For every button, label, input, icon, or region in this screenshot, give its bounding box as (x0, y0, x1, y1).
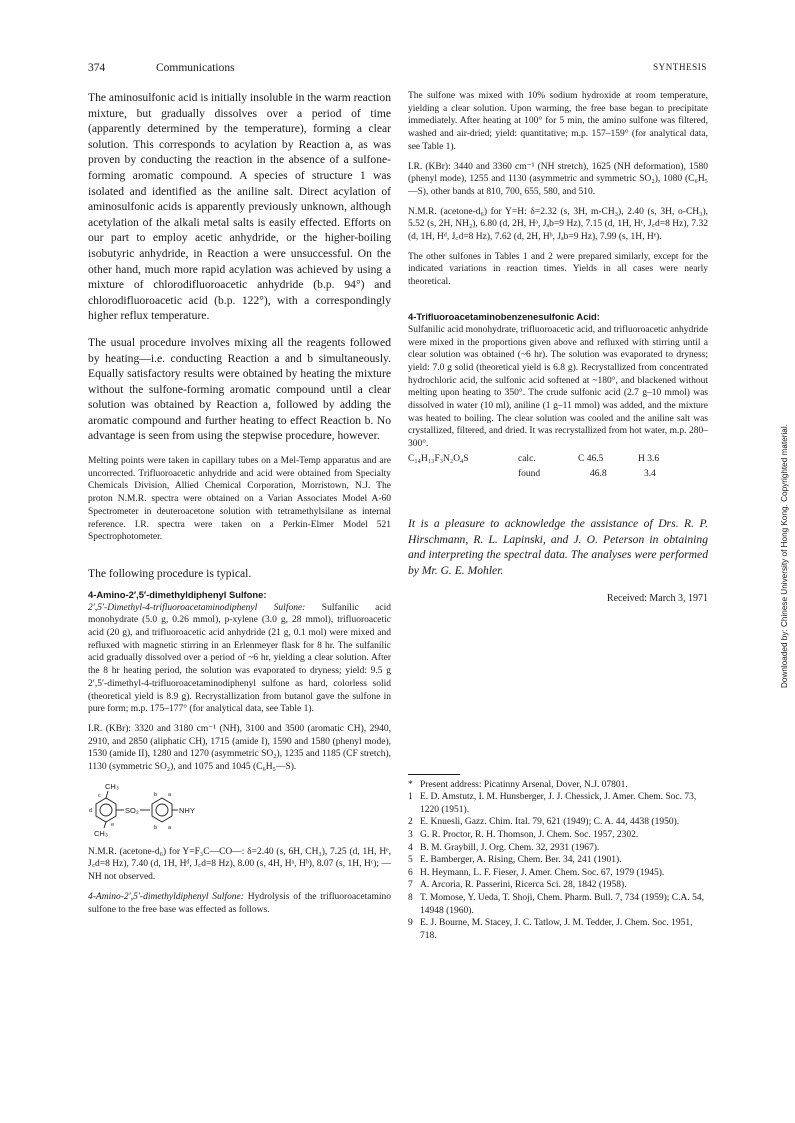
hydrolysis-text: Hydrolysis of the trifluoroacetamino sulfone to the free base was effected as follows. (88, 891, 391, 915)
ir-data-1: I.R. (KBr): 3320 and 3180 cm⁻¹ (NH), 3100 and 3500 (aromatic CH), 2940, 2910, and 2850 (aliphatic CH), 1715 (amide I), 1590 and 1580 (phenyl mode), 1530 (amide II), 1280 and 1270 (asymmetric SO₂), 1235 and 1185 (CF stretch), 1130 (symmetric SO₂), and 1075 and 1045 (C₆H₅—S). (88, 723, 391, 773)
footnote-mark: 4 (408, 842, 413, 853)
footnote-mark: 7 (408, 880, 413, 891)
footnote-mark: 6 (408, 867, 413, 878)
sulfonyl-label: SO₂ (125, 805, 139, 815)
footnote-mark: 9 (408, 918, 413, 929)
footnote-6 (408, 867, 708, 880)
footnote-text: B. M. Graybill, J. Org. Chem. 32, 2931 (1967). (420, 842, 600, 853)
footnote-1 (408, 791, 708, 816)
footnote-text: E. D. Amstutz, I. M. Hunsberger, J. J. Chessick, J. Amer. Chem. Soc. 73, 1220 (1951). (420, 792, 697, 815)
footnote-text: E. Bamberger, A. Rising, Chem. Ber. 34, 241 (1901). (420, 855, 622, 866)
proton-label-d: d (89, 807, 93, 814)
nmr-data-2: N.M.R. (acetone-d₆) for Y=H: δ=2.32 (s, 3H, m-CH₃), 2.40 (s, 3H, o-CH₃), 5.52 (s, 2H, NH₂), 6.80 (d, 2H, Hᵃ, Jₐb=9 Hz), 7.15 (d, 1H, Hᶜ, J꜀d=8 Hz), 7.32 (d, 1H, Hᵈ, J꜀d=8 Hz), 7.62 (d, 2H, Hᵇ, Jₐb=9 Hz), 7.99 (s, 1H, Hᵉ). (408, 206, 708, 243)
compound-name: 2′,5′-Dimethyl-4-trifluoroacetaminodiphenyl Sulfone: (88, 602, 306, 613)
footnote-mark: 1 (408, 792, 413, 803)
footnote-7 (408, 879, 708, 892)
left-column (88, 90, 391, 916)
proton-label-a-top: a (168, 791, 172, 798)
footnote-3 (408, 829, 708, 842)
synthesis-text: Sulfanilic acid monohydrate (5.0 g, 0.26 mmol), p-xylene (3.0 g, 28 mmol), trifluoroacetic acid (20 g), and trifluoroacetic acid anhydride (21 g, 0.1 mol) were mixed and refluxed with magnetic stirring in an Erlenmeyer flask for 8 hr. The sulfanilic acid gradually dissolved over a period of ~6 hr, yielding a clear solution. After the 8 hr heating period, the solution was evaporated to dryness; yield: 9.5 g 2′,5′-dimethyl-4-trifluoroacetaminodiphenyl sulfone as hard, colorless solid (theoretical yield is 8.9 g). Recrystallization from butanol gave the sulfone in pure form; m.p. 175–177° (for analytical data, see Table 1). (88, 602, 391, 715)
proton-label-b-top: b (154, 791, 158, 798)
carbon-calc: C 46.5 (578, 453, 604, 464)
chemical-structure (88, 780, 248, 838)
synthesis-paragraph (88, 602, 391, 716)
amine-label: NHY (179, 805, 195, 815)
proton-label-e: e (111, 821, 115, 828)
carbon-found: 46.8 (590, 468, 607, 479)
proton-label-c: c (98, 792, 101, 799)
footnote-4 (408, 842, 708, 855)
calc-label: calc. (518, 453, 536, 464)
acknowledgement: It is a pleasure to acknowledge the assistance of Drs. R. P. Hirschmann, R. L. Lapinski, and J. O. Peterson in obtaining and interpreting the spectral data. The analyses were performed by Mr. G. E. Mohler. (408, 517, 708, 578)
journal-name: SYNTHESIS (653, 62, 707, 72)
other-sulfones-paragraph: The other sulfones in Tables 1 and 2 were prepared similarly, except for the indicated variations in reaction times. Yields in all cases were nearly theoretical. (408, 251, 708, 288)
benzene-ring-left (96, 798, 116, 822)
page-number: 374 (88, 62, 106, 74)
footnote-text: G. R. Proctor, R. H. Thomson, J. Chem. Soc. 1957, 2302. (420, 830, 639, 841)
benzene-ring-right (152, 798, 172, 822)
ir-data-2: I.R. (KBr): 3440 and 3360 cm⁻¹ (NH stretch), 1625 (NH deformation), 1580 (phenyl mode), 1255 and 1130 (asymmetric and symmetric SO₂), 1080 (C₆H₅—S), other bands at 810, 700, 655, 580, and 510. (408, 161, 708, 197)
intro-paragraph: The aminosulfonic acid is initially insoluble in the warm reaction mixture, but gradually dissolves over a period of time (apparently determined by the temperature), forming a clear solution. This corresponds to acylation by Reaction a, as was proven by conducting the reaction in the absence of a sulfone-forming aromatic compound. A species of structure 1 was isolated and identified as the aniline salt. Direct acylation of aminosulfonic acids is apparently previously unknown, although acetylation of the alkali metal salts is easily effected. Efforts on our part to employ acetic anhydride, or the higher-boiling isobutyric anhydride, in Reaction a were unsuccessful. On the other hand, much more rapid acylation was achieved by using a mixture of chlorodifluoroacetic anhydride (b.p. 94°) and chlorodifluoroacetic acid (b.p. 122°), with a correspondingly higher reflux temperature. (88, 91, 391, 323)
procedure-paragraph: The usual procedure involves mixing all the reagents followed by heating—i.e. conducting Reaction a and b simultaneously. Equally satisfactory results were obtained by heating the mixture without the sulfone-forming aromatic compound until a clear solution was obtained by Reaction a, followed by adding the aromatic compound and further heating to effect Reaction b. No advantage is seen from using the stepwise procedure, however. (88, 335, 391, 443)
footnote-8 (408, 892, 708, 917)
hydrogen-calc: H 3.6 (638, 453, 660, 464)
proton-label-b-bottom: b (154, 824, 158, 831)
footnotes (408, 779, 708, 943)
found-label: found (518, 468, 541, 479)
molecular-formula: C₁₄H₁₃F₃N₂O₄S (408, 453, 469, 464)
methyl-top-label: CH₃ (105, 781, 119, 791)
footnote-2 (408, 816, 708, 829)
footnote-5 (408, 854, 708, 867)
methods-paragraph: Melting points were taken in capillary tubes on a Mel-Temp apparatus and are uncorrected. Trifluoroacetic anhydride and acid were obtained from Specialty Chemicals Division, Allied Chemical Corporation, Morristown, N.J. The proton N.M.R. spectra were obtained on a Varian Associates Model A-60 Spectrometer in deuteroacetone solution with tetramethylsilane as internal reference. I.R. spectra were taken on a Perkin-Elmer Model 521 Spectrophotometer. (88, 456, 391, 543)
footnote-9 (408, 917, 708, 942)
section-title: Communications (156, 62, 235, 74)
footnote-text: A. Arcoria, R. Passerini, Ricerca Sci. 28, 1842 (1958). (420, 880, 627, 891)
free-base-paragraph: The sulfone was mixed with 10% sodium hydroxide at room temperature, yielding a clear solution. Upon warming, the free base began to precipitate immediately. After heating at 100° for 5 min, the amino sulfone was filtered, washed and air-dried; yield: quantitative; m.p. 157–159° (for analytical data, see Table 1). (408, 91, 708, 152)
section-heading-amino-sulfone: 4-Amino-2′,5′-dimethyldiphenyl Sulfone: (88, 588, 267, 600)
footnote-mark: * (408, 779, 413, 790)
methyl-bottom-label: CH₃ (94, 828, 108, 838)
proton-label-a-bottom: a (168, 824, 172, 831)
compound-name-2: 4-Amino-2′,5′-dimethyldiphenyl Sulfone: (88, 891, 244, 902)
analysis-found-row (408, 468, 708, 481)
footnote-mark: 2 (408, 817, 413, 828)
typical-procedure-text: The following procedure is typical. (88, 566, 252, 580)
footnote-text: H. Heymann, L. F. Fieser, J. Amer. Chem. Soc. 67, 1979 (1945). (420, 867, 665, 878)
footnote-mark: 3 (408, 830, 413, 841)
footnote-mark: 8 (408, 893, 413, 903)
footnote-text: E. Knuesli, Gazz. Chim. Ital. 79, 621 (1949); C. A. 44, 4438 (1950). (420, 817, 680, 828)
received-date: Received: March 3, 1971 (606, 592, 708, 604)
footnote-text: Present address: Picatinny Arsenal, Dover, N.J. 07801. (420, 779, 628, 790)
footnote-address (408, 779, 708, 792)
section-heading-sulfonic-acid: 4-Trifluoroacetaminobenzenesulfonic Acid: (408, 310, 600, 322)
right-column (408, 90, 708, 942)
footnote-mark: 5 (408, 855, 413, 866)
hydrogen-found: 3.4 (644, 468, 656, 479)
footnote-divider (408, 774, 460, 775)
analysis-calc-row (408, 453, 708, 466)
nmr-data-1: N.M.R. (acetone-d₆) for Y=F₃C—CO—: δ=2.40 (s, 6H, CH₃), 7.25 (d, 1H, Hᵉ, J꜀d=8 Hz), 7.40 (d, 1H, Hᵈ, J꜀d=8 Hz), 8.00 (s, 4H, Hᵃ, Hᵇ), 8.07 (s, 1H, Hᶜ); —NH not observed. (88, 846, 391, 883)
footnote-text: T. Momose, Y. Ueda, T. Shoji, Chem. Pharm. Bull. 7, 734 (1959); C.A. 54, 14948 (1960). (420, 893, 704, 916)
elemental-analysis (408, 453, 708, 480)
sulfonic-acid-procedure: Sulfanilic acid monohydrate, trifluoroacetic acid, and trifluoroacetic anhydride were mixed in the proportions given above and refluxed with stirring until a clear solution was obtained (~6 hr). The solution was evaporated to dryness; yield: 7.0 g solid (theoretical yield is 6.8 g). Recrystallized from concentrated hydrochloric acid, the sulfonic acid softened at ~180°, and blackened without melting upon heating to 350°. The crude sulfonic acid (2.7 g–10 mmol) was dissolved in water (10 ml), aniline (1 g–11 mmol) was added, and the mixture was heated to boiling. The clear solution was cooled and the aniline salt was crystallized, filtered, and dried. It was recrystallized from hot water, m.p. 280–300°. (408, 324, 708, 450)
page-header (88, 62, 707, 78)
footnote-text: E. J. Bourne, M. Stacey, J. C. Tatlow, J. M. Tedder, J. Chem. Soc. 1951, 718. (420, 918, 693, 941)
hydrolysis-paragraph (88, 891, 391, 916)
download-notice: Downloaded by: Chinese University of Hong Kong. Copyrighted material. (780, 424, 789, 688)
